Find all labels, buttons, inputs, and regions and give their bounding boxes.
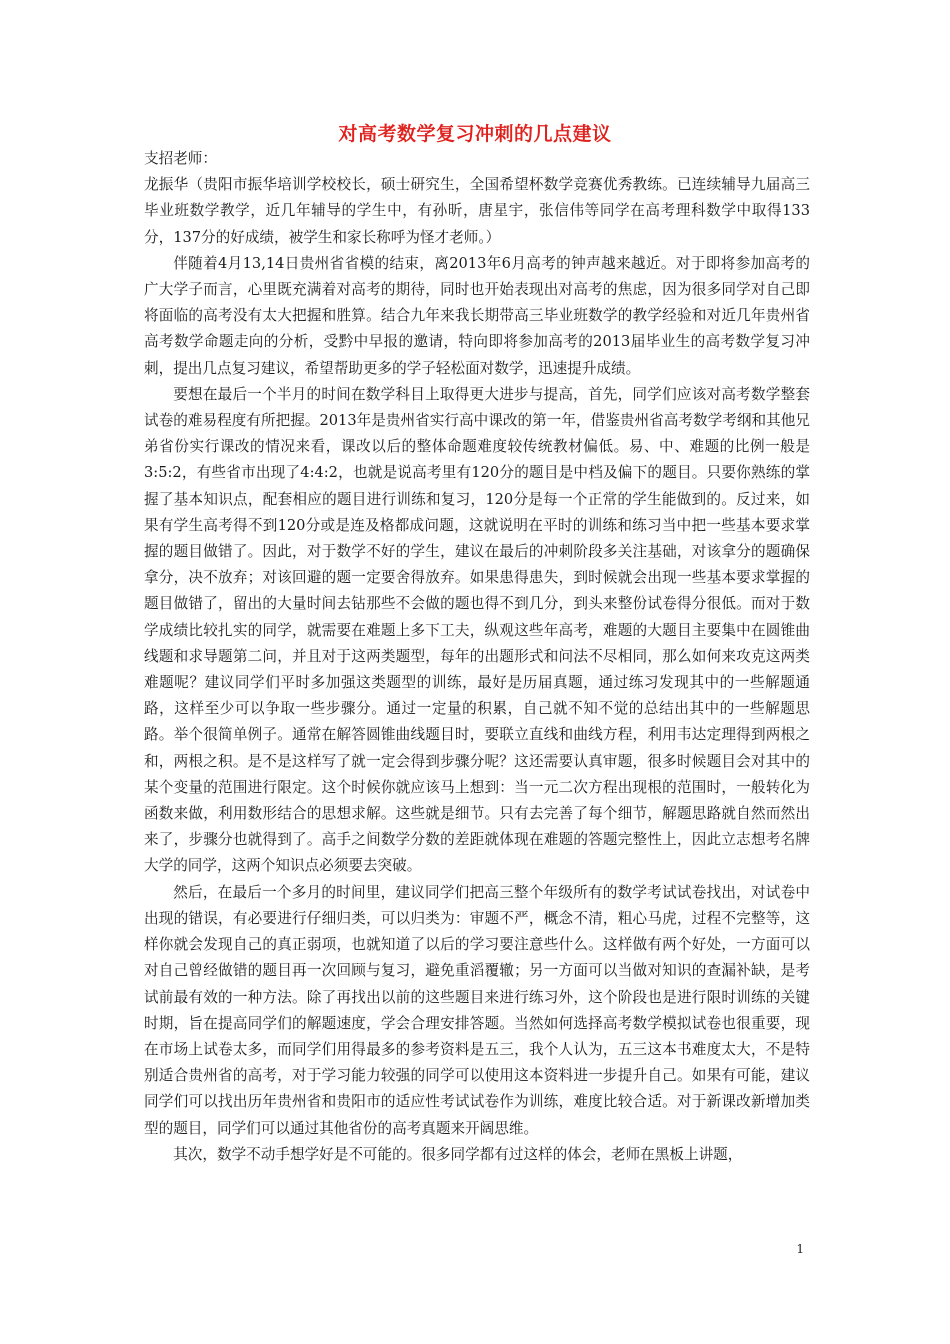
page-number: 1: [796, 1242, 804, 1256]
teacher-label: 支招老师：: [144, 150, 217, 167]
paragraph-difficulty: 要想在最后一个半月的时间在数学科目上取得更大进步与提高，首先，同学们应该对高考数学整套试卷的难易程度有所把握。2013年是贵州省实行高中课改的第一年，借鉴贵州省高考数学考纲和其他兄弟省份实行课改的情况来看，课改以后的整体命题难度较传统教材偏低。易、中、难题的比例一般是3:5:2，有些省市出现了4:4:2，也就是说高考里有120分的题目是中档及偏下的题目。只要你熟练的掌握了基本知识点，配套相应的题目进行训练和复习，120分是每一个正常的学生能做到的。反过来，如果有学生高考得不到120分或是连及格都成问题，这就说明在平时的训练和练习当中把一些基本要求掌握的题目做错了。因此，对于数学不好的学生，建议在最后的冲刺阶段多关注基础，对该拿分的题确保拿分，决不放弃；对该回避的题一定要舍得放弃。如果患得患失，到时候就会出现一些基本要求掌握的题目做错了，留出的大量时间去钻那些不会做的题也得不到几分，到头来整份试卷得分很低。而对于数学成绩比较扎实的同学，就需要在难题上多下工夫，纵观这些年高考，难题的大题目主要集中在圆锥曲线题和求导题第二问，并且对于这两类题型，每年的出题形式和问法不尽相同，那么如何来攻克这两类难题呢？建议同学们平时多加强这类题型的训练，最好是历届真题，通过练习发现其中的一些解题通路，这样至少可以争取一些步骤分。通过一定量的积累，自己就不知不觉的总结出其中的一些解题思路。举个很简单例子。通常在解答圆锥曲线题目时，要联立直线和曲线方程，利用韦达定理得到两根之和，两根之积。是不是这样写了就一定会得到步骤分呢？这还需要认真审题，很多时候题目会对其中的某个变量的范围进行限定。这个时候你就应该马上想到：当一元二次方程出现根的范围时，一般转化为函数来做，利用数形结合的思想求解。这些就是细节。只有去完善了每个细节，解题思路就自然而然出来了，步骤分也就得到了。高手之间数学分数的差距就体现在难题的答题完整性上，因此立志想考名牌大学的同学，这两个知识点必须要去突破。: [144, 385, 810, 875]
document-title: 对高考数学复习冲刺的几点建议: [338, 123, 612, 145]
paragraph-review-errors: 然后，在最后一个多月的时间里，建议同学们把高三整个年级所有的数学考试试卷找出，对试卷中出现的错误，有必要进行仔细归类，可以归类为：审题不严，概念不清，粗心马虎，过程不完整等，这样你就会发现自己的真正弱项，也就知道了以后的学习要注意些什么。这样做有两个好处，一方面可以对自己曾经做错的题目再一次回顾与复习，避免重滔覆辙；另一方面可以当做对知识的查漏补缺，是考试前最有效的一种方法。除了再找出以前的这些题目来进行练习外，这个阶段也是进行限时训练的关键时期，旨在提高同学们的解题速度，学会合理安排答题。当然如何选择高考数学模拟试卷也很重要，现在市场上试卷太多，而同学们用得最多的参考资料是五三，我个人认为，五三这本书难度太大，不是特别适合贵州省的高考，对于学习能力较强的同学可以使用这本资料进一步提升自己。如果有可能，建议同学们可以找出历年贵州省和贵阳市的适应性考试试卷作为训练，难度比较合适。对于新课改新增加类型的题目，同学们可以通过其他省份的高考真题来开阔思维。: [144, 883, 810, 1137]
paragraph-practice: 其次，数学不动手想学好是不可能的。很多同学都有过这样的体会，老师在黑板上讲题，: [173, 1145, 743, 1163]
paragraph-intro: 伴随着4月13,14日贵州省省模的结束，离2013年6月高考的钟声越来越近。对于即将参加高考的广大学子而言，心里既充满着对高考的期待，同时也开始表现出对高考的焦虑，因为很多同学对自己即将面临的高考没有太大把握和胜算。结合九年来我长期带高三毕业班数学的教学经验和对近几年贵州省高考数学命题走向的分析，受黔中早报的邀请，特向即将参加高考的2013届毕业生的高考数学复习冲刺，提出几点复习建议，希望帮助更多的学子轻松面对数学，迅速提升成绩。: [144, 254, 810, 377]
author-intro: 龙振华（贵阳市振华培训学校校长，硕士研究生，全国希望杯数学竞赛优秀教练。已连续辅导九届高三毕业班数学教学，近几年辅导的学生中，有孙昕，唐星宇，张信伟等同学在高考理科数学中取得133分，137分的好成绩，被学生和家长称呼为怪才老师。）: [144, 176, 810, 246]
document-body: [144, 146, 810, 1168]
